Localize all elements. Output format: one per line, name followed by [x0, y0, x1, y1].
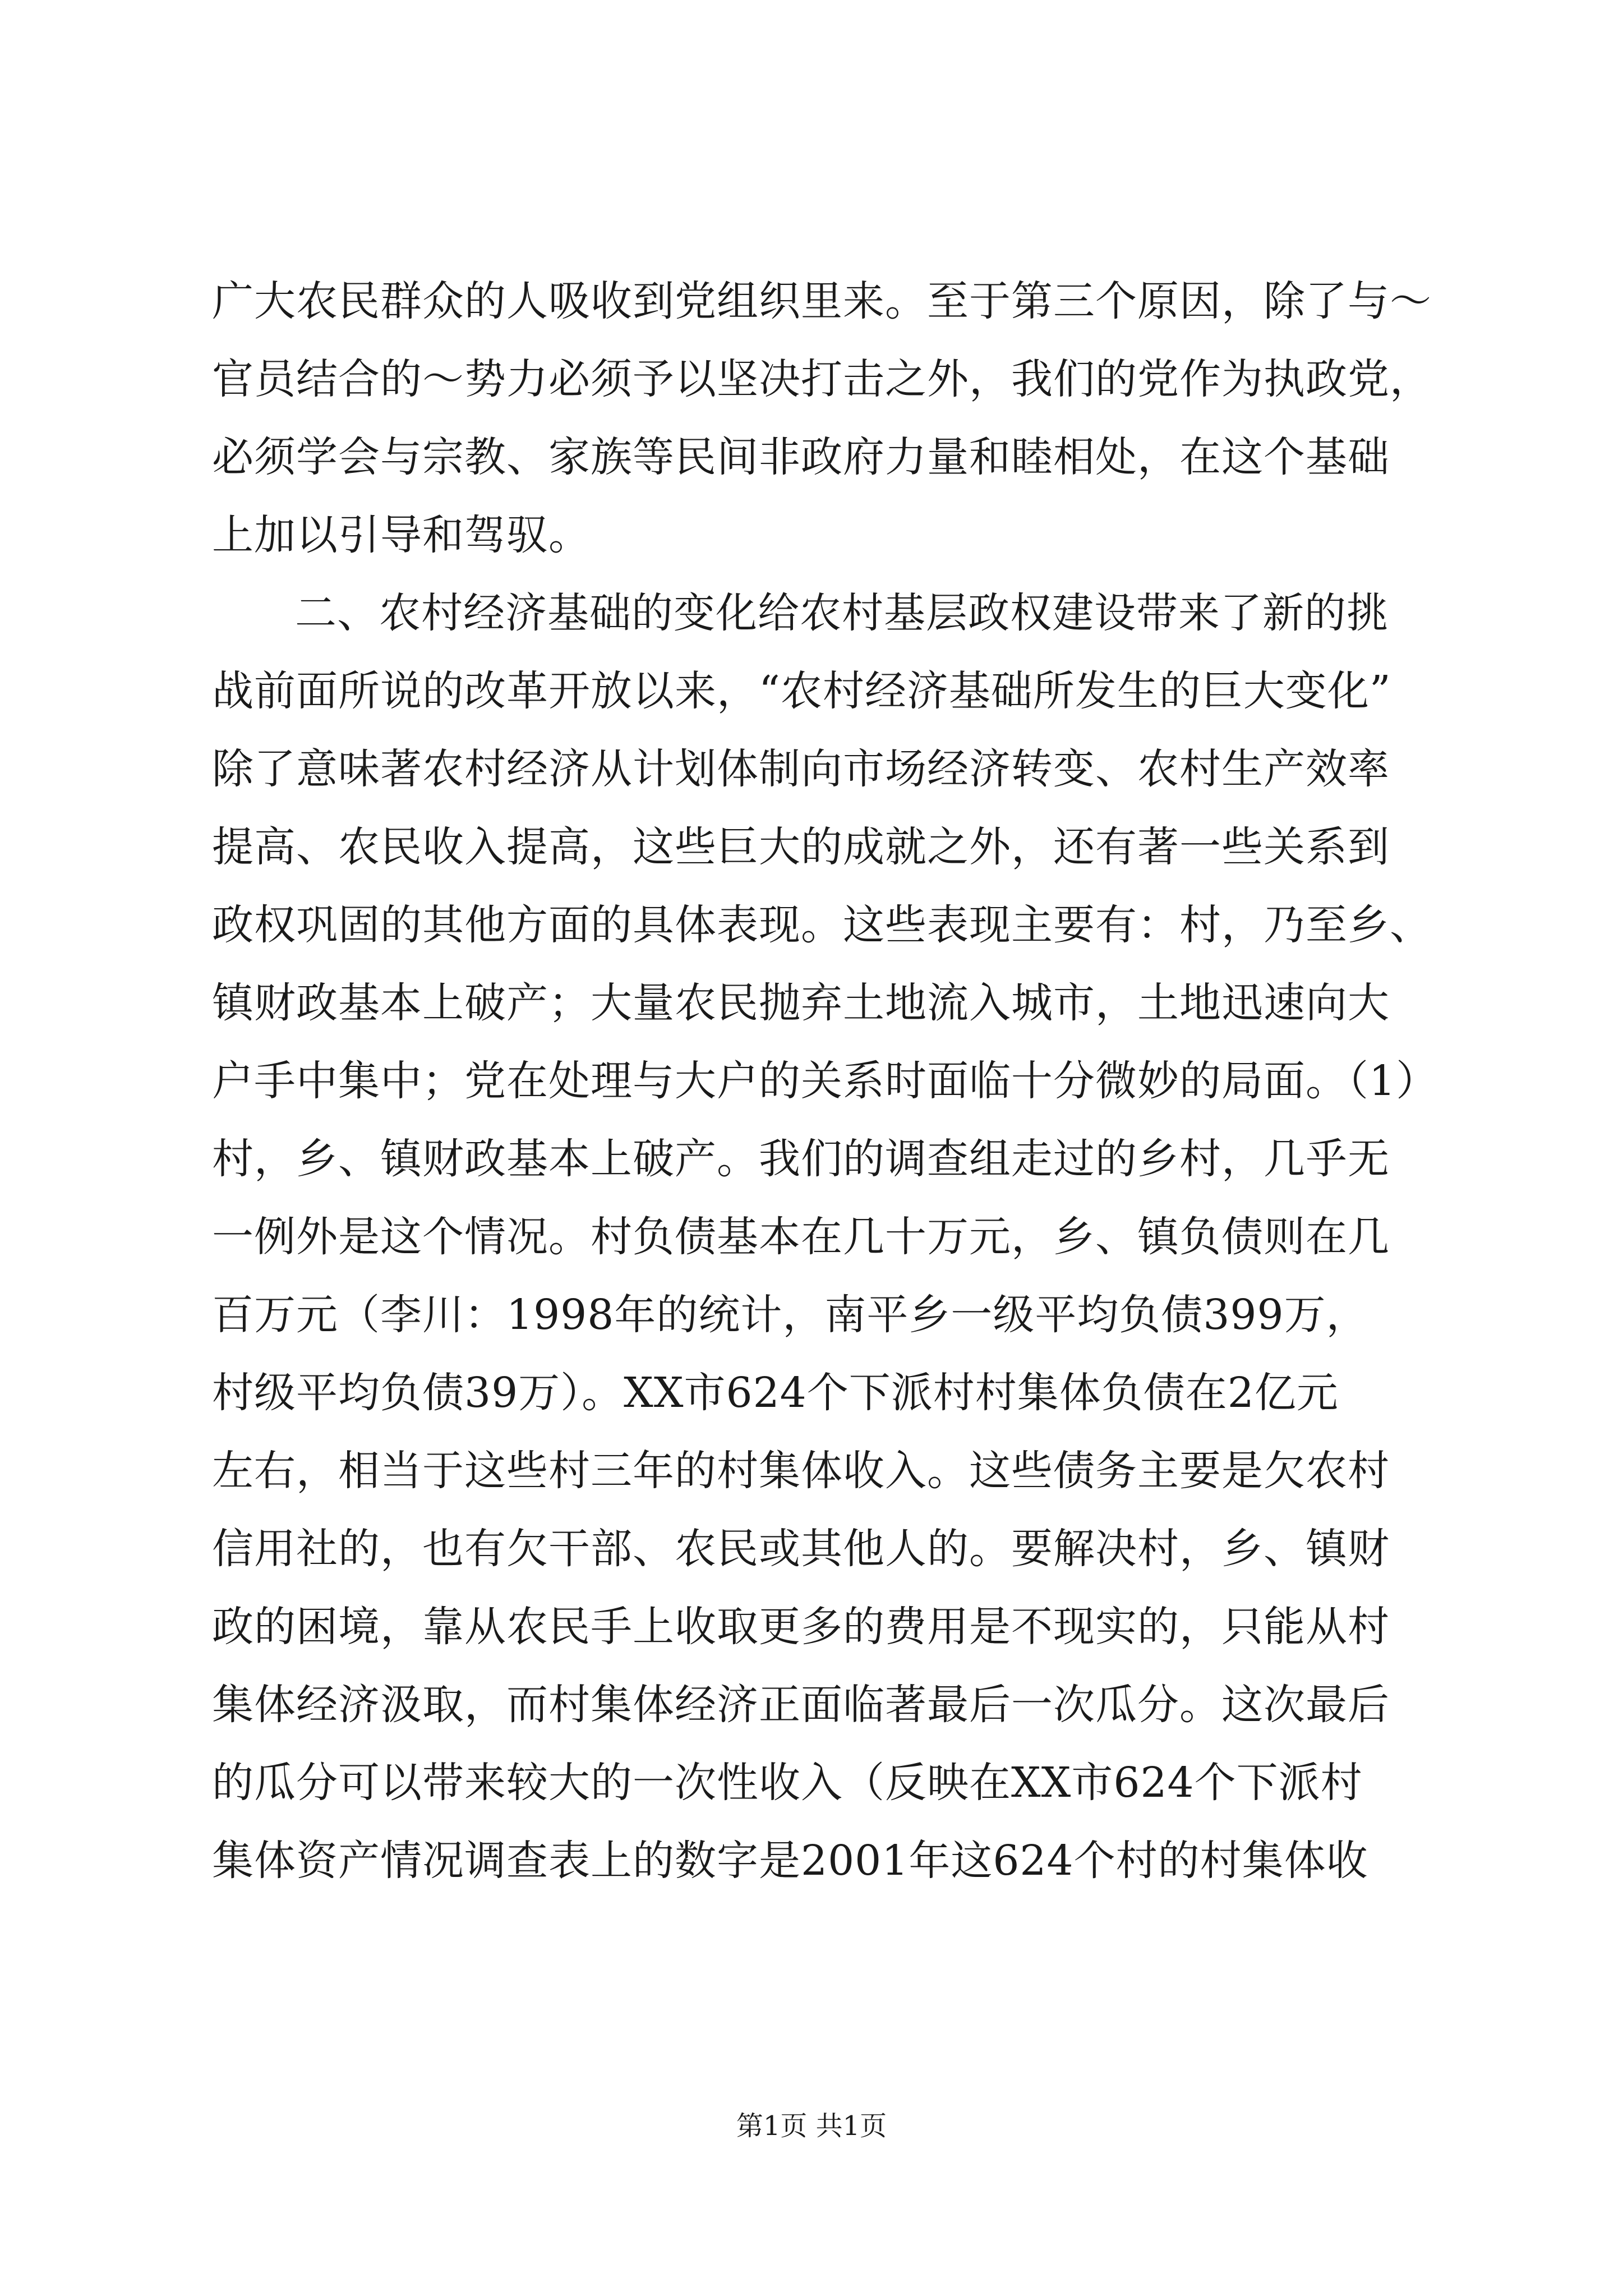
- text-line: 广大农民群众的人吸收到党组织里来。至于第三个原因，除了与～: [212, 277, 1432, 325]
- text-line: 村级平均负债39万）。XX市624个下派村村集体负债在2亿元: [212, 1369, 1339, 1417]
- text-line: 左右，相当于这些村三年的村集体收入。这些债务主要是欠农村: [212, 1447, 1390, 1495]
- text-line: 战前面所说的改革开放以来，“农村经济基础所发生的巨大变化”: [212, 667, 1391, 715]
- text-line: 信用社的，也有欠干部、农民或其他人的。要解决村，乡、镇财: [212, 1525, 1390, 1573]
- text-line: 提高、农民收入提高，这些巨大的成就之外，还有著一些关系到: [212, 823, 1390, 871]
- text-line: 户手中集中；党在处理与大户的关系时面临十分微妙的局面。（1）: [212, 1057, 1438, 1105]
- text-line: 的瓜分可以带来较大的一次性收入（反映在XX市624个下派村: [212, 1759, 1363, 1807]
- text-line: 上加以引导和驾驭。: [212, 511, 591, 559]
- page-number: 第1页 共1页: [736, 2110, 887, 2142]
- text-line: 政的困境，靠从农民手上收取更多的费用是不现实的，只能从村: [212, 1603, 1390, 1651]
- text-line: 必须学会与宗教、家族等民间非政府力量和睦相处，在这个基础: [212, 433, 1390, 481]
- section-heading-line: 二、农村经济基础的变化给农村基层政权建设带来了新的挑: [295, 589, 1389, 637]
- text-line: 除了意味著农村经济从计划体制向市场经济转变、农村生产效率: [212, 745, 1390, 793]
- page-footer: [0, 2109, 1623, 2143]
- text-line: 官员结合的～势力必须予以坚决打击之外，我们的党作为执政党，: [212, 355, 1432, 403]
- body-text: [212, 263, 1440, 1900]
- text-line: 集体经济汲取，而村集体经济正面临著最后一次瓜分。这次最后: [212, 1681, 1390, 1729]
- text-line: 政权巩固的其他方面的具体表现。这些表现主要有：村，乃至乡、: [212, 901, 1432, 949]
- text-line: 村，乡、镇财政基本上破产。我们的调查组走过的乡村，几乎无: [212, 1135, 1390, 1183]
- text-line: 集体资产情况调查表上的数字是2001年这624个村的村集体收: [212, 1837, 1368, 1885]
- text-line: 镇财政基本上破产；大量农民抛弃土地流入城市，土地迅速向大: [212, 979, 1390, 1027]
- text-line: 一例外是这个情况。村负债基本在几十万元，乡、镇负债则在几: [212, 1213, 1390, 1261]
- text-line: 百万元（李川：1998年的统计，南平乡一级平均负债399万，: [212, 1291, 1368, 1339]
